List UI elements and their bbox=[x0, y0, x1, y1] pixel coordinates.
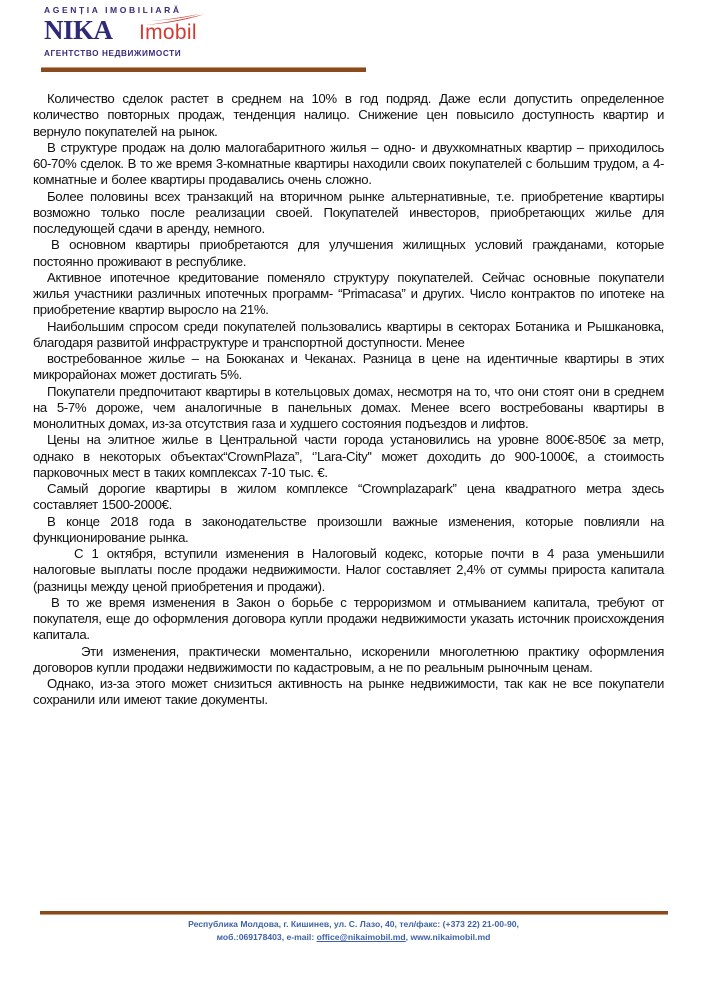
paragraph: востребованное жилье – на Боюканах и Чеканах. Разница в цене на идентичные квартиры в этих микрорайонах может достигать 5%. bbox=[33, 351, 664, 383]
footer-contact-line bbox=[0, 931, 707, 944]
paragraph: Более половины всех транзакций на вторичном рынке альтернативные, т.е. приобретение квартиры возможно только после реализации своей. Покупателей инвесторов, приобретающих жилье для последующей сдачи в аренду, немного. bbox=[33, 188, 664, 236]
paragraph: Эти изменения, практически моментально, искоренили многолетнюю практику оформления договоров купли продажи недвижимости по кадастровым, а не по реальным рыночным ценам. bbox=[33, 643, 664, 675]
header-divider bbox=[41, 67, 366, 72]
document-body bbox=[33, 91, 664, 709]
logo-tagline-ru: АГЕНТСТВО НЕДВИЖИМОСТИ bbox=[44, 49, 182, 58]
footer-phone: моб.:069178403, e-mail: bbox=[216, 932, 317, 942]
footer-contact bbox=[0, 918, 707, 944]
paragraph: В структуре продаж на долю малогабаритного жилья – одно- и двухкомнатных квартир – приходилось 60-70% сделок. В то же время 3-комнатные квартиры находили своих покупателей с большим трудом, а 4-комнатные и более квартиры продавались очень сложно. bbox=[33, 139, 664, 188]
paragraph: Однако, из-за этого может снизиться активность на рынке недвижимости, так как не все покупатели сохранили или имеют такие документы. bbox=[33, 676, 664, 708]
paragraph: Самый дорогие квартиры в жилом комплексе “Crownplazapark” цена квадратного метра здесь составляет 1500-2000€. bbox=[33, 481, 664, 513]
footer-divider bbox=[40, 911, 668, 915]
paragraph: В конце 2018 года в законодательстве произошли важные изменения, которые повлияли на функционирование рынка. bbox=[33, 513, 664, 545]
paragraph: Покупатели предпочитают квартиры в котельцовых домах, несмотря на то, что они стоят они в среднем на 5-7% дороже, чем аналогичные в панельных домах. Менее всего востребованы квартиры в монолитных домах, из-за отсутствия газа и худшего состояния подъездов и лифтов. bbox=[33, 383, 664, 431]
logo-nika-wordmark: NIKA bbox=[44, 15, 113, 45]
footer-separator: , bbox=[405, 932, 411, 942]
paragraph: Наибольшим спросом среди покупателей пользовались квартиры в секторах Ботаника и Рышкановка, благодаря развитой инфраструктуре и транспортной доступности. Менее bbox=[33, 318, 664, 350]
footer-address: Республика Молдова, г. Кишинев, ул. С. Лазо, 40, тел/факс: (+373 22) 21-00-90, bbox=[188, 919, 519, 929]
logo-tagline-ro: AGENȚIA IMOBILIARĂ bbox=[44, 5, 182, 15]
paragraph: Активное ипотечное кредитование поменяло структуру покупателей. Сейчас основные покупатели жилья участники различных ипотечных программ- “Primacasa” и других. Число контрактов по ипотеке на приобретение квартир выросло на 21%. bbox=[33, 269, 664, 318]
paragraph: С 1 октября, вступили изменения в Налоговый кодекс, которые почти в 4 раза уменьшили налоговые выплаты после продажи недвижимости. Налог составляет 2,4% от суммы прироста капитала (разницы между ценой приобретения и продажи). bbox=[33, 546, 664, 594]
paragraph: В то же время изменения в Закон о борьбе с терроризмом и отмыванием капитала, требуют от покупателя, еще до оформления договора купли продажи недвижимости указать источник происхождения капитала. bbox=[33, 594, 664, 643]
company-logo bbox=[44, 5, 214, 61]
logo-imobil-wordmark: Imobil bbox=[139, 21, 197, 44]
website-link[interactable]: www.nikaimobil.md bbox=[410, 932, 491, 942]
paragraph: В основном квартиры приобретаются для улучшения жилищных условий гражданами, которые постоянно проживают в республике. bbox=[33, 237, 664, 269]
paragraph: Цены на элитное жилье в Центральной части города установились на уровне 800€-850€ за метр, однако в некоторых объектах“CrownPlaza”, ‘’Lara-City'' может доходить до 900-1000€, а стоимость парковочных мест в таких комплексах 7-10 тыс. €. bbox=[33, 432, 664, 480]
paragraph: Количество сделок растет в среднем на 10% в год подряд. Даже если допустить определенное количество повторных продаж, тенденция налицо. Снижение цен повысило доступность квартир и вернуло покупателей на рынок. bbox=[33, 91, 664, 139]
email-link[interactable]: office@nikaimobil.md bbox=[316, 932, 406, 942]
